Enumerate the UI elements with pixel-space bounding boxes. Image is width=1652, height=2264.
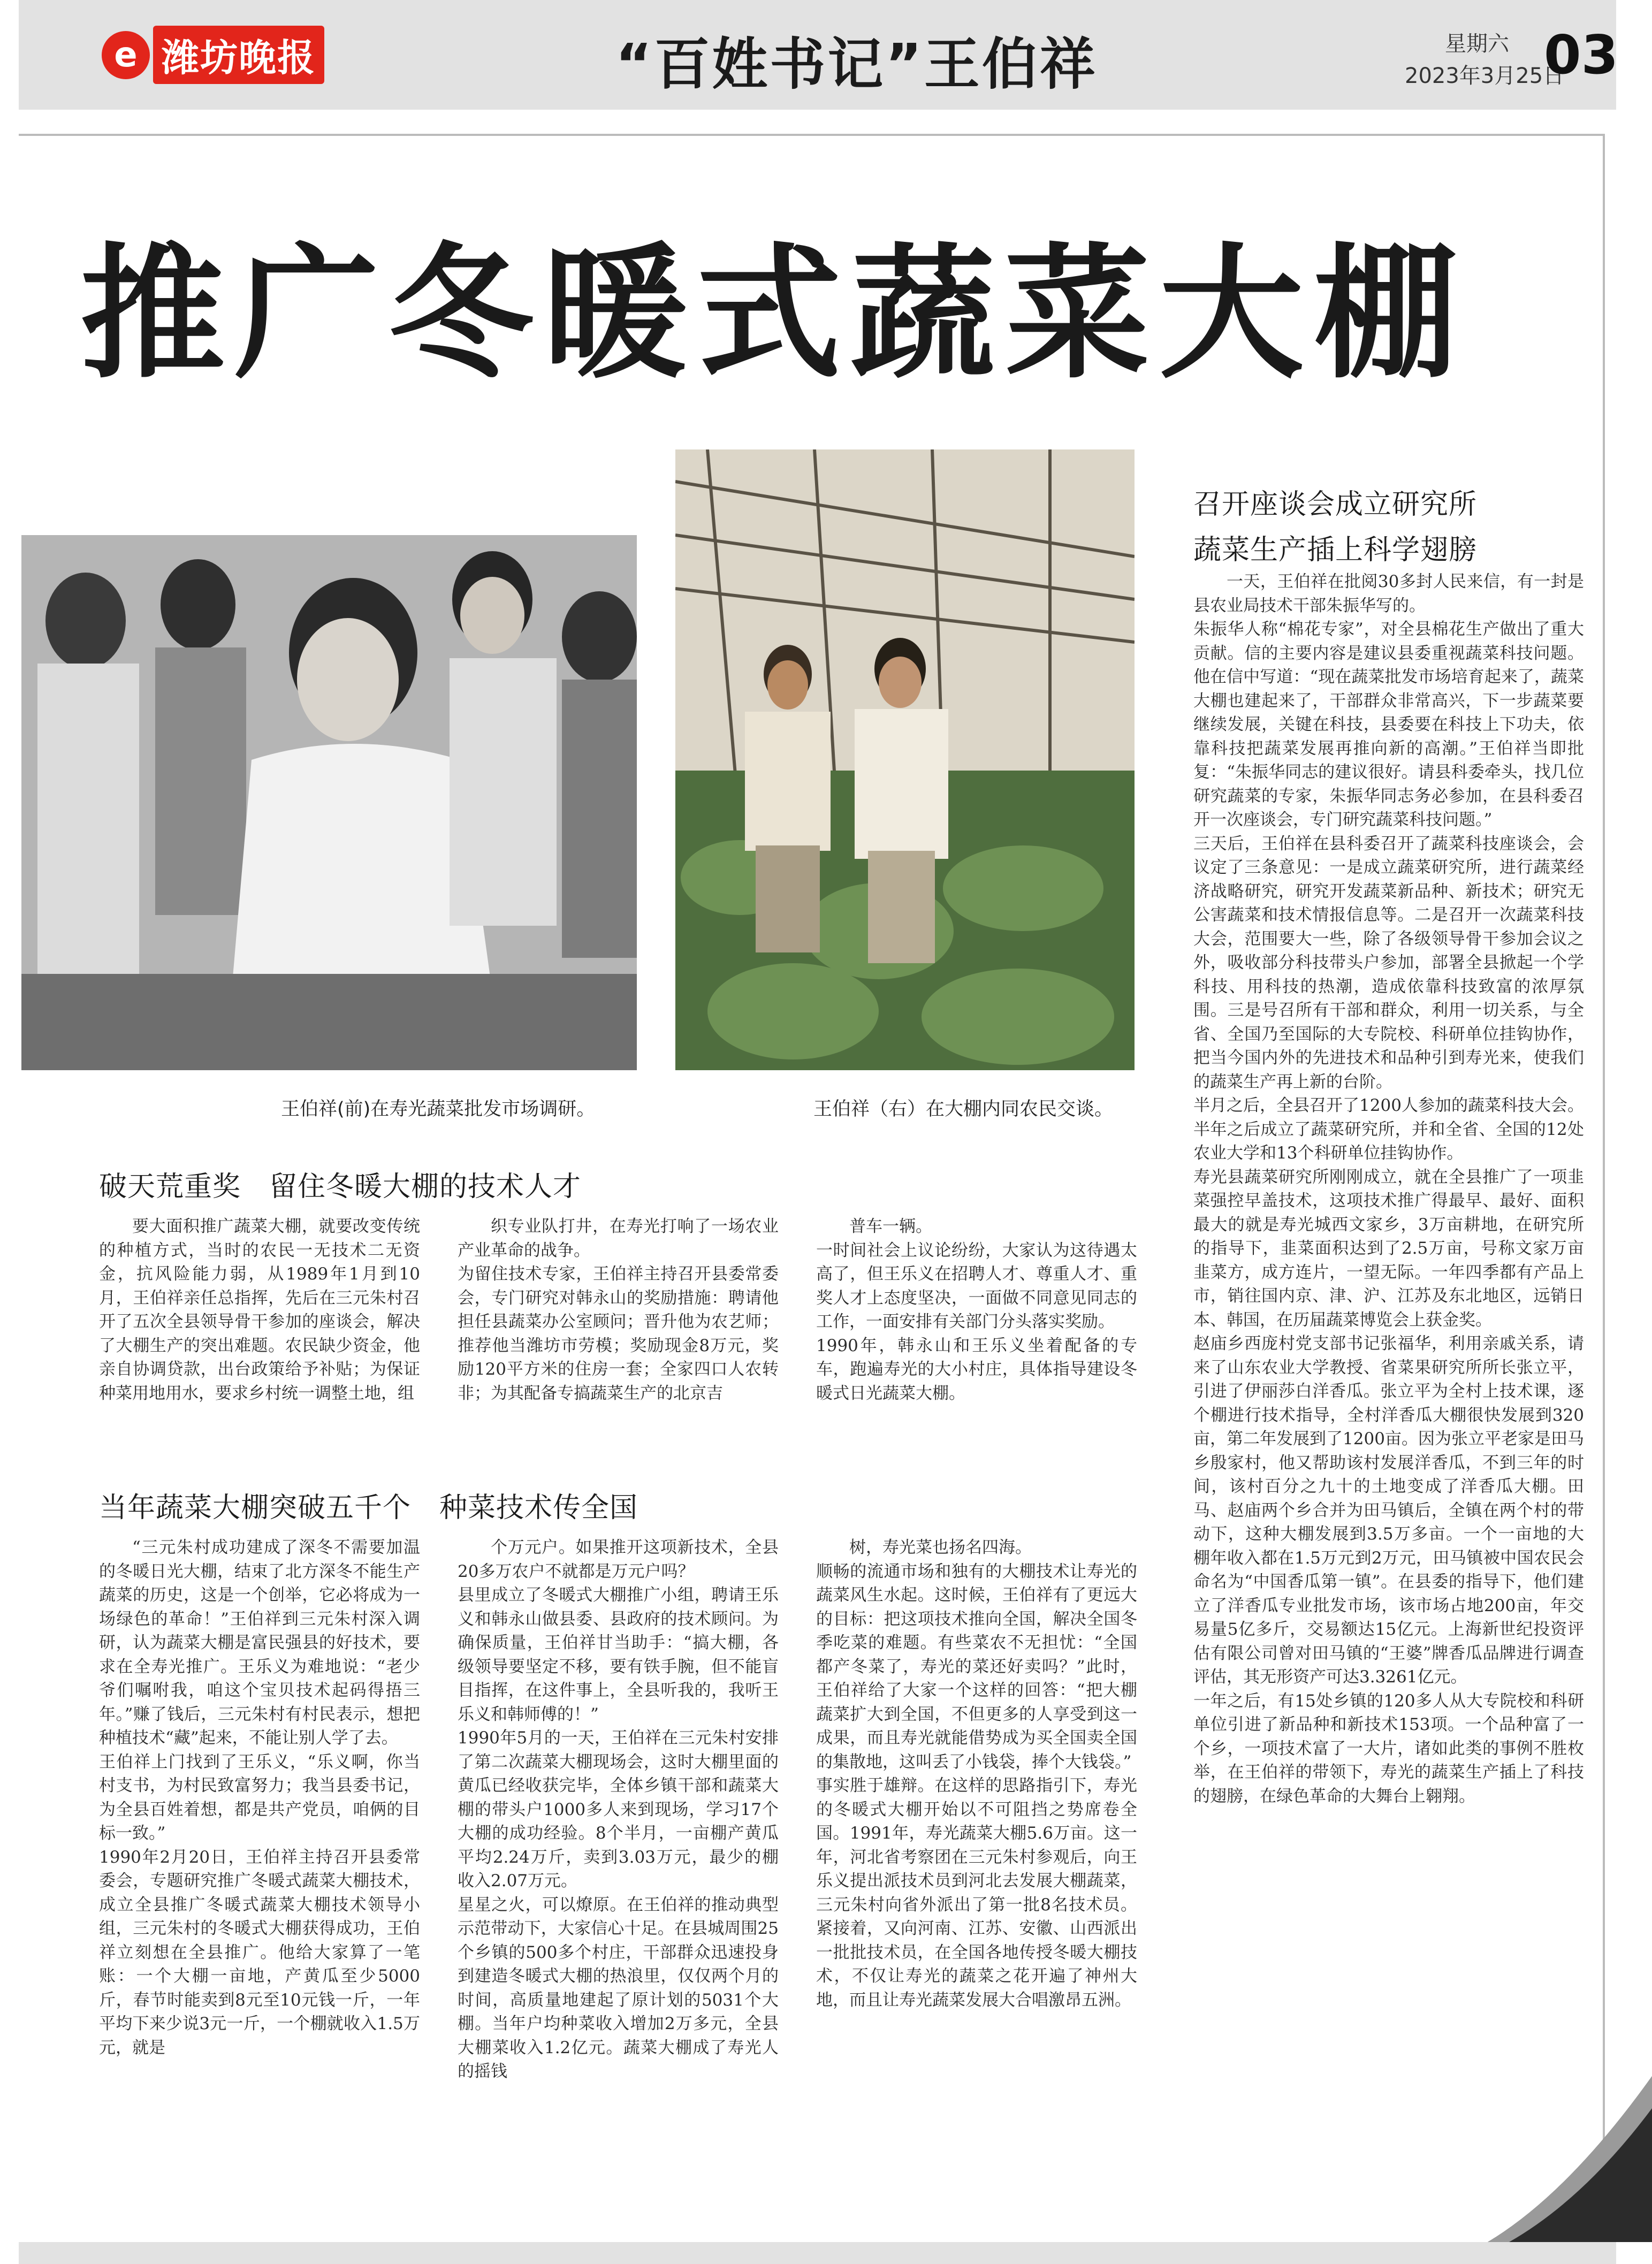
section-2-column-2-text: 个万元户。如果推开这项新技术，全县20多万农户不就都是万元户吗？ 县里成立了冬暖式大棚推广小组，聘请王乐义和韩永山做县委、县政府的技术顾问。为确保质量，王伯祥甘当助手：“搞大棚，各级领导要坚定不移，要有铁手腕，但不能盲目指挥，在这件事上，全县听我的，我听王乐义和韩师傅的！” 1990年5月的一天，王伯祥在三元朱村安排了第二次蔬菜大棚现场会，这时大棚里面的黄瓜已经收获完毕，全体乡镇干部和蔬菜大棚的带头户1000多人来到现场，学习17个大棚的成功经验。8个半月，一亩棚产黄瓜平均2.24万斤，卖到3.03万元，最少的棚收入2.07万元。 星星之火，可以燎原。在王伯祥的推动典型示范带动下，大家信心十足。在县城周围25个乡镇的500多个村庄，干部群众迅速投身到建造冬暖式大棚的热浪里，仅仅两个月的时间，高质量地建起了原计划的5031个大棚。当年户均种菜收入增加2万多元，全县大棚菜收入1.2亿元。蔬菜大棚成了寿光人的摇钱 xyxy=(458,1538,779,2081)
frame-divider-right xyxy=(1603,134,1605,2199)
weekday: 星期六 xyxy=(1445,32,1509,56)
newspaper-logo xyxy=(102,26,324,84)
section-2-heading: 当年蔬菜大棚突破五千个 种菜技术传全国 xyxy=(99,1492,638,1524)
section-2-column-3-text: 树，寿光菜也扬名四海。 顺畅的流通市场和独有的大棚技术让寿光的蔬菜风生水起。这时候，王伯祥有了更远大的目标：把这项技术推向全国，解决全国冬季吃菜的难题。有些菜农不无担忧：“全国都产冬菜了，寿光的菜还好卖吗？”此时，王伯祥给了大家一个这样的回答：“把大棚蔬菜扩大到全国，不但更多的人享受到这一成果，而且寿光就能借势成为买全国卖全国的集散地，这叫丢了小钱袋，捧个大钱袋。” 事实胜于雄辩。在这样的思路指引下，寿光的冬暖式大棚开始以不可阻挡之势席卷全国。1991年，寿光蔬菜大棚5.6万亩。这一年，河北省考察团在三元朱村参观后，向王乐义提出派技术员到河北去发展大棚蔬菜，三元朱村向省外派出了第一批8名技术员。紧接着，又向河南、江苏、安徽、山西派出一批批技术员，在全国各地传授冬暖大棚技术，不仅让寿光的蔬菜之花开遍了神州大地，而且让寿光蔬菜发展大合唱激昂五洲。 xyxy=(816,1538,1137,2010)
section-2-column-1 xyxy=(99,1536,420,2189)
section-2-column-3 xyxy=(816,1536,1137,2189)
page-number: 03 xyxy=(1544,24,1619,86)
section-1-column-3-text: 普车一辆。 一时间社会上议论纷纷，大家认为这待遇太高了，但王乐义在招聘人才、尊重人才、重奖人才上态度坚决，一面做不同意见同志的工作，一面安排有关部门分头落实奖励。 1990年，韩永山和王乐义坐着配备的专车，跑遍寿光的大小村庄，具体指导建设冬暖式日光蔬菜大棚。 xyxy=(816,1217,1137,1403)
section-1-column-1 xyxy=(99,1215,420,1504)
section-1-column-2 xyxy=(458,1215,779,1504)
section-3-column-text: 一天，王伯祥在批阅30多封人民来信，有一封是县农业局技术干部朱振华写的。 朱振华人称“棉花专家”，对全县棉花生产做出了重大贡献。信的主要内容是建议县委重视蔬菜科技问题。他在信中写道：“现在蔬菜批发市场培育起来了，蔬菜大棚也建起来了，干部群众非常高兴，下一步蔬菜要继续发展，关键在科技，县委要在科技上下功夫，依靠科技把蔬菜发展再推向新的高潮。”王伯祥当即批复：“朱振华同志的建议很好。请县科委牵头，找几位研究蔬菜的专家，朱振华同志务必参加，在县科委召开一次座谈会，专门研究蔬菜科技问题。” 三天后，王伯祥在县科委召开了蔬菜科技座谈会，会议定了三条意见：一是成立蔬菜研究所，进行蔬菜经济战略研究，研究开发蔬菜新品种、新技术；研究无公害蔬菜和技术情报信息等。二是召开一次蔬菜科技大会，范围要大一些，除了各级领导骨干参加会议之外，吸收部分科技带头户参加，部署全县掀起一个学科技、用科技的热潮，造成依靠科技致富的浓厚氛围。三是号召所有干部和群众，利用一切关系，与全省、全国乃至国际的大专院校、科研单位挂钩协作，把当今国内外的先进技术和品种引到寿光来，使我们的蔬菜生产再上新的台阶。 半月之后，全县召开了1200人参加的蔬菜科技大会。半年之后成立了蔬菜研究所，并和全省、全国的12处农业大学和13个科研单位挂钩协作。 寿光县蔬菜研究所刚刚成立，就在全县推广了一项韭菜强控早盖技术，这项技术推广得最早、最好、面积最大的就是寿光城西文家乡，3万亩耕地，在研究所的指导下，韭菜面积达到了2.5万亩，号称文家万亩韭菜方，成方连片，一望无际。一年四季都有产品上市，销往国内京、津、沪、江苏及东北地区，远销日本、韩国，在历届蔬菜博览会上获金奖。 赵庙乡西庞村党支部书记张福华，利用亲戚关系，请来了山东农业大学教授、省菜果研究所所长张立平，引进了伊丽莎白洋香瓜。张立平为全村上技术课，逐个棚进行技术指导，全村洋香瓜大棚很快发展到320亩，第二年发展到了1200亩。因为张立平老家是田马乡殷家村，他又帮助该村发展洋香瓜，不到三年的时间，该村百分之九十的土地变成了洋香瓜大棚。田马、赵庙两个乡合并为田马镇后，全镇在两个村的带动下，这种大棚发展到3.5万多亩。一个一亩地的大棚年收入都在1.5万元到2万元，田马镇被中国农民会命名为“中国香瓜第一镇”。在县委的指导下，他们建立了洋香瓜专业批发市场，该市场占地200亩，年交易量5亿多斤，交易额达15亿元。上海新世纪投资评估有限公司曾对田马镇的“王婆”牌香瓜品牌进行调查评估，其无形资产可达3.3261亿元。 一年之后，有15处乡镇的120多人从大专院校和科研单位引进了新品种和新技术153项。一个品种富了一个乡，一项技术富了一大片，诸如此类的事例不胜枚举，在王伯祥的带领下，寿光的蔬菜生产插上了科技的翅膀，在绿色革命的大舞台上翱翔。 xyxy=(1193,572,1584,1806)
article-headline: 推广冬暖式蔬菜大棚 xyxy=(80,230,1467,398)
corner-swoosh-decoration xyxy=(1488,2076,1652,2242)
market-photo-illustration xyxy=(21,535,637,1070)
section-1-column-1-text: 要大面积推广蔬菜大棚，就要改变传统的种植方式，当时的农民一无技术二无资金，抗风险能力弱，从1989年1月到10月，王伯祥亲任总指挥，先后在三元朱村召开了五次全县领导骨干参加的座谈会，解决了大棚生产的突出难题。农民缺少资金，他亲自协调贷款，出台政策给予补贴；为保证种菜用地用水，要求乡村统一调整土地，组 xyxy=(99,1217,420,1403)
section-1-column-3 xyxy=(816,1215,1137,1504)
greenhouse-photo xyxy=(675,449,1135,1070)
market-photo xyxy=(21,535,637,1070)
section-3-heading-line-1: 召开座谈会成立研究所 xyxy=(1193,489,1478,521)
frame-divider-top xyxy=(19,134,1603,136)
page-section-title: “百姓书记”王伯祥 xyxy=(615,32,1098,97)
logo-e-icon: e xyxy=(102,31,150,79)
section-2-column-2 xyxy=(458,1536,779,2189)
section-3-heading-line-2: 蔬菜生产插上科学翅膀 xyxy=(1193,534,1478,566)
greenhouse-photo-caption: 王伯祥（右）在大棚内同农民交谈。 xyxy=(813,1099,1114,1120)
market-photo-caption: 王伯祥(前)在寿光蔬菜批发市场调研。 xyxy=(281,1099,596,1120)
section-3-column xyxy=(1193,570,1584,2202)
page-footer-band xyxy=(19,2242,1616,2264)
issue-date: 2023年3月25日 xyxy=(1405,64,1565,88)
section-2-column-1-text: “三元朱村成功建成了深冬不需要加温的冬暖日光大棚，结束了北方深冬不能生产蔬菜的历史，这是一个创举，它必将成为一场绿色的革命！”王伯祥到三元朱村深入调研，认为蔬菜大棚是富民强县的好技术，要求在全寿光推广。王乐义为难地说：“老少爷们嘱咐我，咱这个宝贝技术起码得捂三年。”赚了钱后，三元朱村有村民表示，想把种植技术“藏”起来，不能让别人学了去。 王伯祥上门找到了王乐义，“乐义啊，你当村支书，为村民致富努力；我当县委书记，为全县百姓着想，都是共产党员，咱俩的目标一致。” 1990年2月20日，王伯祥主持召开县委常委会，专题研究推广冬暖式蔬菜大棚技术，成立全县推广冬暖式蔬菜大棚技术领导小组，三元朱村的冬暖式大棚获得成功，王伯祥立刻想在全县推广。他给大家算了一笔账：一个大棚一亩地，产黄瓜至少5000斤，春节时能卖到8元至10元钱一斤，一年平均下来少说3元一斤，一个棚就收入1.5万元，就是 xyxy=(99,1538,420,2057)
greenhouse-photo-illustration xyxy=(675,449,1135,1070)
section-1-column-2-text: 织专业队打井，在寿光打响了一场农业产业革命的战争。 为留住技术专家，王伯祥主持召开县委常委会，专门研究对韩永山的奖励措施：聘请他担任县蔬菜办公室顾问；晋升他为农艺师；推荐他当潍坊市劳模；奖励现金8万元，奖励120平方米的住房一套；全家四口人农转非；为其配备专搞蔬菜生产的北京吉 xyxy=(458,1217,779,1403)
logo-text: 潍坊晚报 xyxy=(153,26,324,84)
section-1-heading: 破天荒重奖 留住冬暖大棚的技术人才 xyxy=(99,1171,582,1203)
